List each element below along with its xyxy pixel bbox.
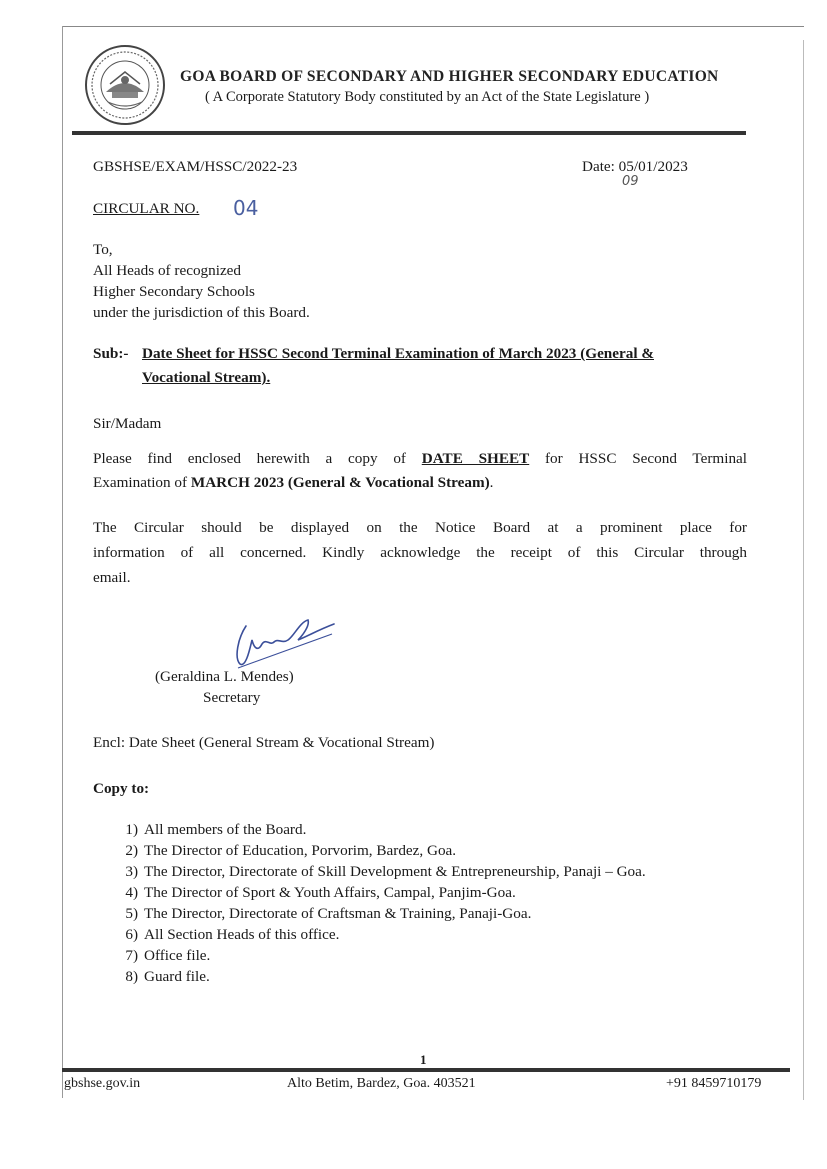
paragraph-line: Examination of MARCH 2023 (General & Vocational Stream).	[93, 474, 494, 491]
board-name-heading: GOA BOARD OF SECONDARY AND HIGHER SECONDARY EDUCATION	[180, 68, 719, 85]
page-frame-top	[62, 26, 804, 27]
signatory-role: Secretary	[203, 689, 261, 706]
paragraph-line: The Circular should be displayed on the Notice Board at a prominent place for	[93, 519, 747, 536]
copy-to-item: 4) The Director of Sport & Youth Affairs, Campal, Panjim-Goa.	[125, 884, 516, 901]
copy-to-item: 6) All Section Heads of this office.	[125, 926, 340, 943]
copy-to-item: 5) The Director, Directorate of Craftsman & Training, Panaji-Goa.	[125, 905, 532, 922]
copy-to-item: 2) The Director of Education, Porvorim, Bardez, Goa.	[125, 842, 457, 859]
page-frame-right	[803, 40, 804, 1100]
copy-to-item: 7) Office file.	[125, 947, 211, 964]
page-frame-left	[62, 26, 63, 1098]
handwritten-date-correction: 09	[622, 174, 639, 189]
paragraph-line: information of all concerned. Kindly acknowledge the receipt of this Circular through	[93, 544, 747, 561]
subject-line: Vocational Stream).	[142, 369, 271, 386]
addressee-line: under the jurisdiction of this Board.	[93, 304, 310, 321]
copy-to-label: Copy to:	[93, 780, 150, 797]
header-rule	[72, 131, 746, 135]
copy-to-item: 3) The Director, Directorate of Skill Development & Entrepreneurship, Panaji – Goa.	[125, 863, 646, 880]
board-subtitle: ( A Corporate Statutory Body constituted by an Act of the State Legislature )	[205, 89, 650, 105]
page-number: 1	[420, 1052, 427, 1067]
paragraph-line: Please find enclosed herewith a copy of DATE SHEET for HSSC Second Terminal	[93, 450, 747, 467]
copy-to-item: 1) All members of the Board.	[125, 821, 307, 838]
salutation: Sir/Madam	[93, 415, 162, 432]
reference-number: GBSHSE/EXAM/HSSC/2022-23	[93, 158, 298, 175]
addressee-line: All Heads of recognized	[93, 262, 242, 279]
subject-label: Sub:-	[93, 345, 129, 362]
addressee-line: Higher Secondary Schools	[93, 283, 255, 300]
board-seal-icon	[84, 44, 166, 126]
signature-icon	[228, 618, 340, 672]
circular-number: 04	[233, 196, 259, 220]
circular-label: CIRCULAR NO.	[93, 200, 200, 217]
footer-rule	[62, 1068, 790, 1072]
footer-website: gbshse.gov.in	[64, 1076, 141, 1091]
addressee-line: To,	[93, 241, 113, 258]
subject-line: Date Sheet for HSSC Second Terminal Examination of March 2023 (General &	[142, 345, 654, 362]
footer-phone: +91 8459710179	[666, 1076, 762, 1091]
signatory-name: (Geraldina L. Mendes)	[155, 668, 294, 685]
footer-address: Alto Betim, Bardez, Goa. 403521	[287, 1076, 476, 1091]
paragraph-line: email.	[93, 569, 131, 586]
circular-date: Date: 05/01/2023	[582, 158, 688, 175]
copy-to-item: 8) Guard file.	[125, 968, 210, 985]
enclosure-note: Encl: Date Sheet (General Stream & Vocational Stream)	[93, 734, 435, 751]
